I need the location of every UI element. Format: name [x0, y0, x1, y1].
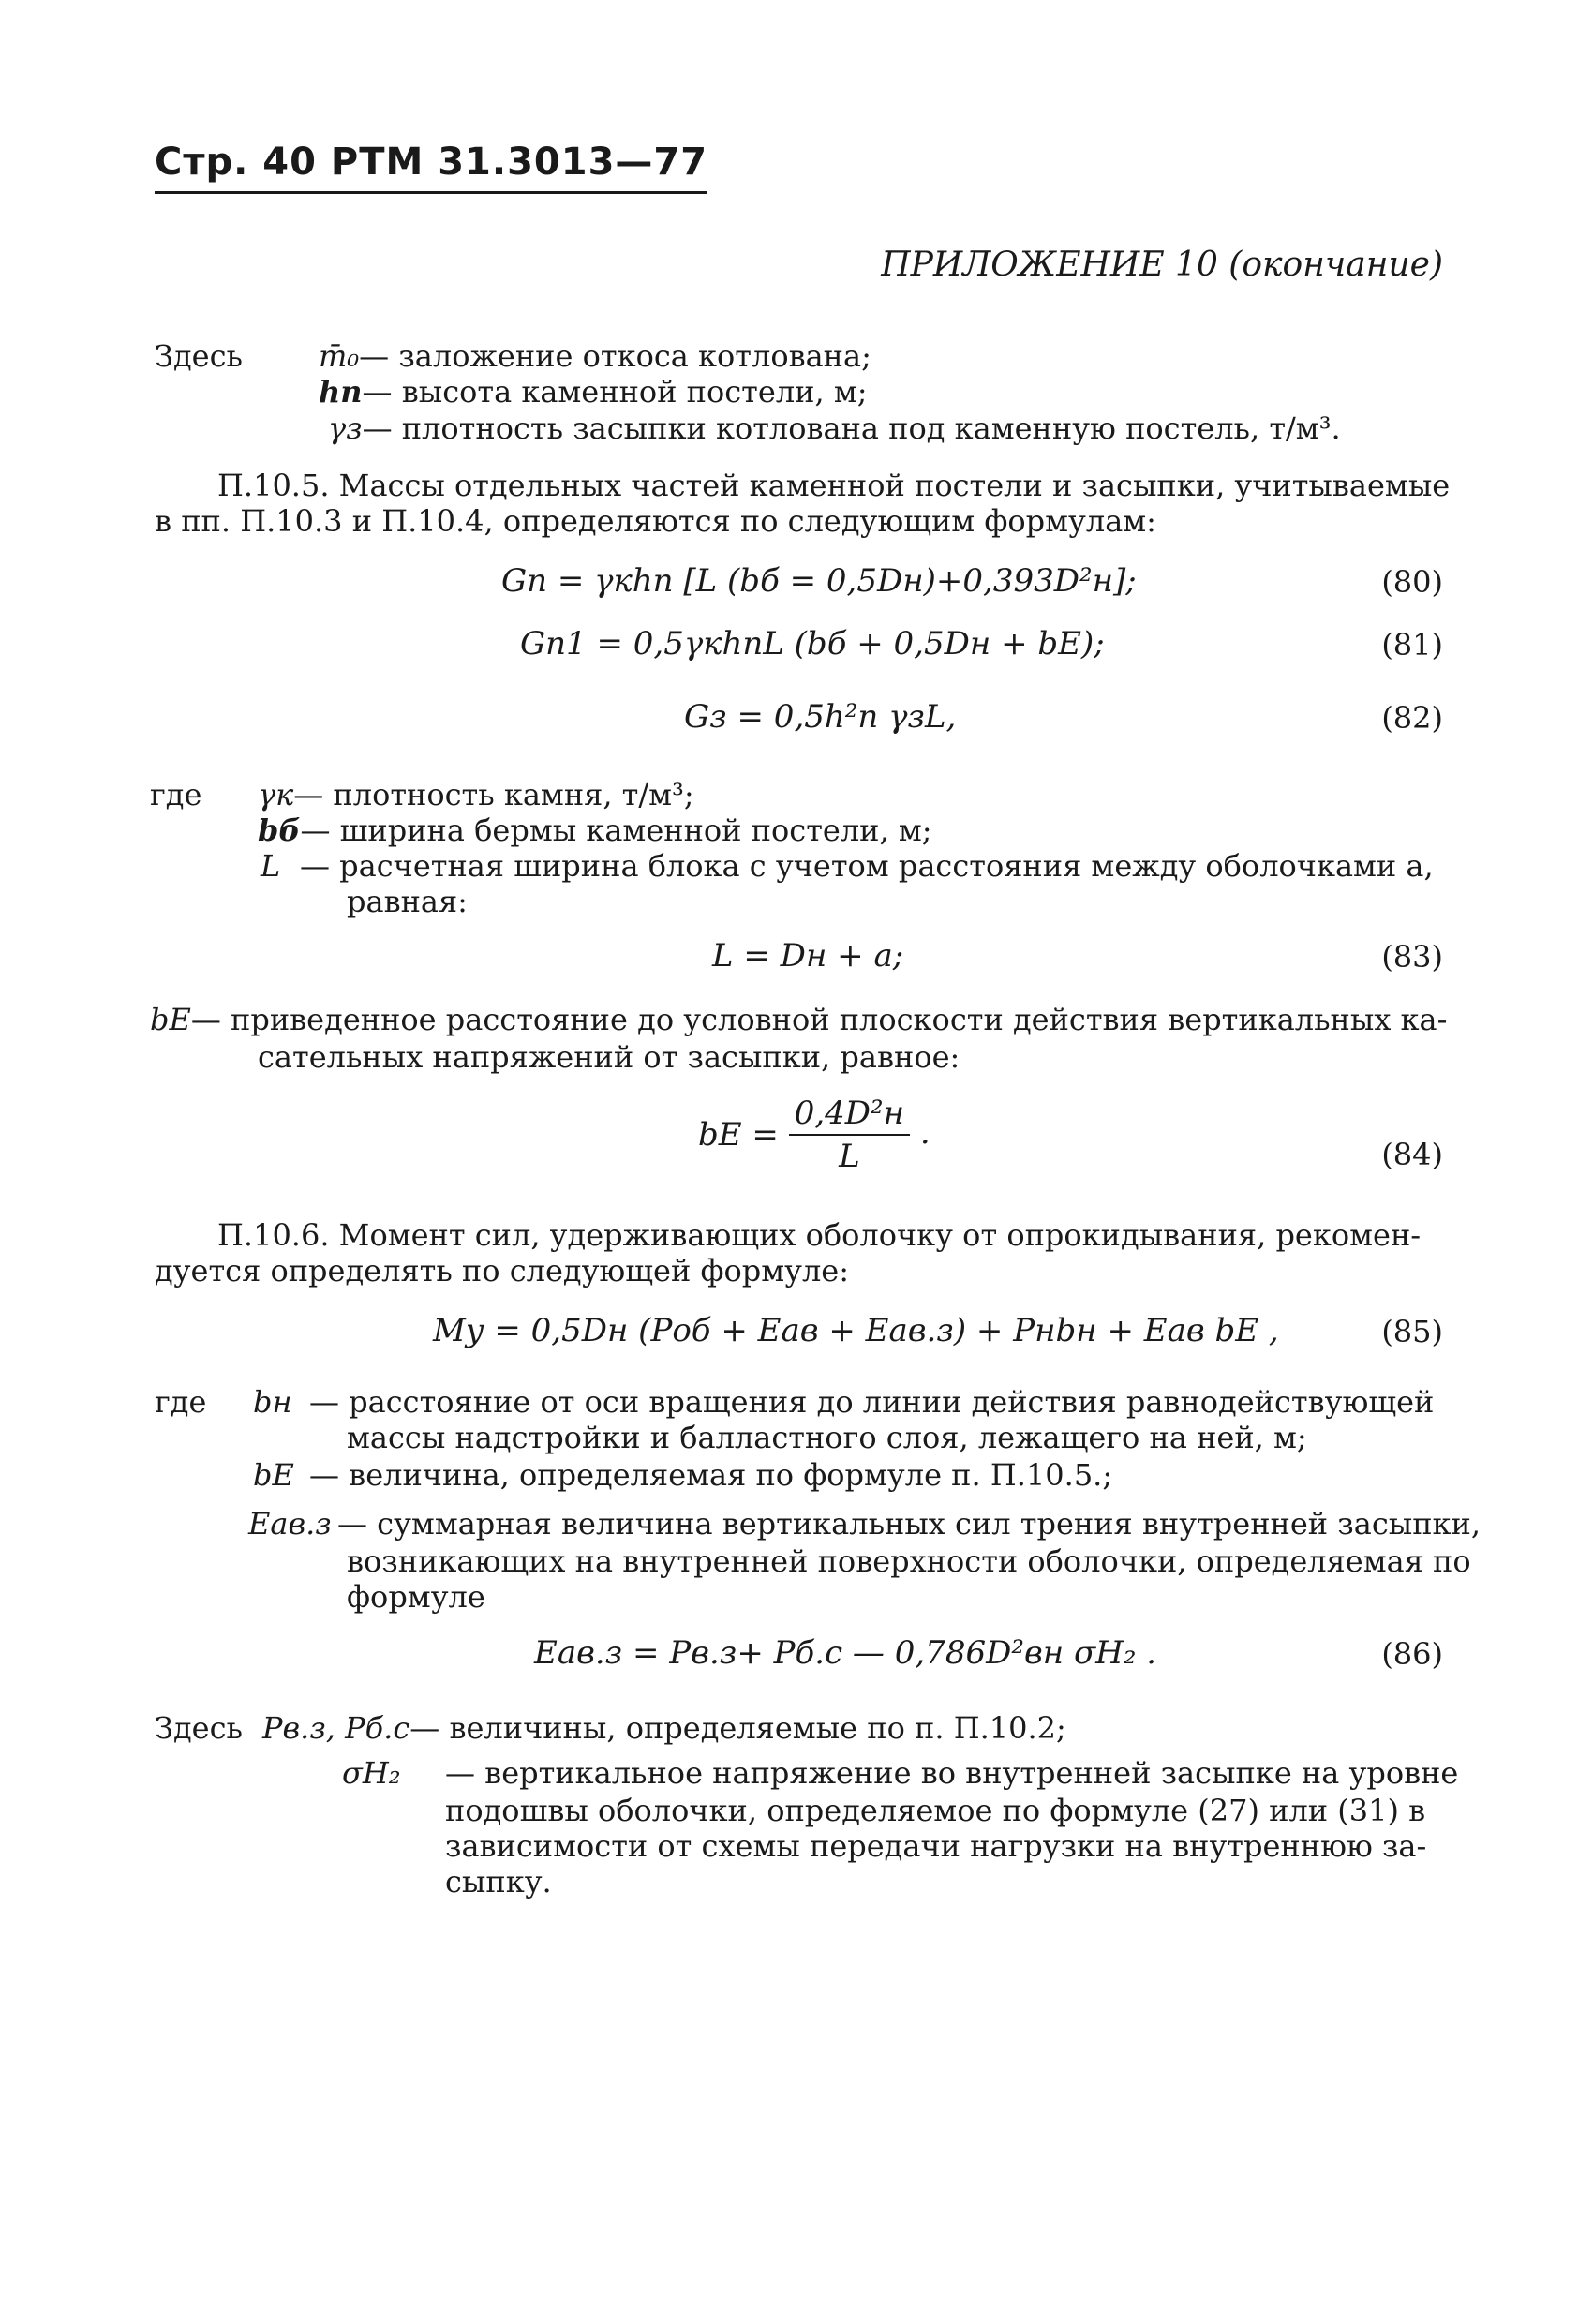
equation-number: (85)	[1381, 1314, 1443, 1349]
legend-item	[253, 1383, 1434, 1421]
paragraph-line: П.10.6. Момент сил, удерживающих оболочку от опрокидывания, рекомен-	[217, 1217, 1422, 1253]
legend-symbol: γз	[328, 410, 363, 446]
legend-symbol: Eав.з	[248, 1506, 332, 1542]
legend-symbol: hп	[319, 374, 363, 410]
legend-text: — ширина бермы каменной постели, м;	[300, 812, 932, 848]
legend-text: — расстояние от оси вращения до линии действия равнодействующей	[309, 1384, 1435, 1420]
legend-text: — высота каменной постели, м;	[362, 374, 868, 410]
definition-text: — приведенное расстояние до условной плоскости действия вертикальных ка-	[190, 1002, 1448, 1037]
legend-item	[248, 1505, 1481, 1542]
equation-number: (82)	[1381, 700, 1443, 736]
equation-83: L = Dн + a;	[712, 937, 904, 975]
equation-number: (84)	[1381, 1137, 1443, 1172]
fraction	[789, 1095, 910, 1175]
legend-continuation: возникающих на внутренней поверхности оболочки, определяемая по	[347, 1543, 1471, 1579]
legend-continuation: сыпку.	[445, 1864, 552, 1899]
legend-item	[319, 337, 871, 375]
page-header: Стр. 40 РТМ 31.3013—77	[155, 141, 707, 194]
equation-80: Gп = γкhп [L (bб = 0,5Dн)+0,393D²н];	[501, 562, 1137, 600]
equation-number: (83)	[1381, 939, 1443, 975]
legend-item	[261, 847, 1434, 885]
legend-lead: где	[150, 777, 202, 812]
legend-item	[262, 1709, 1066, 1747]
equation-81: Gп1 = 0,5γкhпL (bб + 0,5Dн + bE);	[520, 625, 1105, 663]
equation-lhs: bE =	[698, 1116, 779, 1154]
legend-lead: Здесь	[155, 338, 243, 374]
legend-continuation: равная:	[347, 884, 468, 919]
legend-text: — плотность камня, т/м³;	[293, 777, 694, 812]
legend-text: — заложение откоса котлована;	[359, 338, 871, 374]
equation-number: (80)	[1381, 564, 1443, 600]
equation-85: Mу = 0,5Dн (Pоб + Eав + Eав.з) + Pнbн + Eав bE ,	[433, 1312, 1279, 1349]
legend-symbol: bб	[258, 812, 301, 848]
legend-lead: Здесь	[155, 1710, 243, 1746]
equation-86: Eав.з = Pв.з+ Pб.с — 0,786D²вн σH₂ .	[534, 1634, 1157, 1672]
legend-item	[328, 410, 1341, 447]
legend-symbol: m̄₀	[319, 338, 360, 374]
legend-item	[258, 776, 694, 813]
definition-symbol: bE	[150, 1002, 191, 1037]
legend-item	[342, 1754, 1458, 1792]
legend-lead: где	[155, 1384, 207, 1420]
legend-continuation: формуле	[347, 1579, 485, 1615]
legend-symbol: bн	[253, 1384, 292, 1420]
legend-continuation: подошвы оболочки, определяемое по формуле (27) или (31) в	[445, 1793, 1426, 1828]
paragraph-line: П.10.5. Массы отдельных частей каменной постели и засыпки, учитываемые	[217, 468, 1451, 503]
equation-84: bE = $\frac{\text{0,4D²н}}{L}$ .	[698, 1095, 930, 1175]
legend-symbol: L	[261, 848, 281, 884]
legend-text: — расчетная ширина блока с учетом расстояния между оболочками a,	[300, 848, 1434, 884]
legend-continuation: зависимости от схемы передачи нагрузки на внутреннюю за-	[445, 1828, 1427, 1864]
legend-text: — величина, определяемая по формуле п. П.10.5.;	[309, 1457, 1113, 1493]
definition-line	[150, 1001, 1447, 1038]
legend-symbol: γк	[258, 777, 294, 812]
legend-symbol: Pв.з, Pб.с	[262, 1710, 410, 1746]
legend-continuation: массы надстройки и балластного слоя, лежащего на ней, м;	[347, 1420, 1307, 1455]
equation-number: (86)	[1381, 1636, 1443, 1672]
fraction-denominator: L	[839, 1138, 860, 1175]
legend-item	[253, 1456, 1112, 1494]
equation-number: (81)	[1381, 627, 1443, 663]
legend-text: — плотность засыпки котлована под каменную постель, т/м³.	[362, 410, 1341, 446]
fraction-numerator: 0,4D²н	[789, 1095, 910, 1136]
paragraph-line: в пп. П.10.3 и П.10.4, определяются по следующим формулам:	[155, 503, 1156, 539]
legend-symbol: σH₂	[342, 1755, 401, 1791]
paragraph-line: дуется определять по следующей формуле:	[155, 1253, 850, 1289]
equation-82: Gз = 0,5h²п γзL,	[684, 698, 957, 736]
legend-symbol: bE	[253, 1457, 294, 1493]
legend-item	[319, 373, 867, 410]
definition-line: сательных напряжений от засыпки, равное:	[258, 1039, 960, 1075]
legend-text: — суммарная величина вертикальных сил трения внутренней засыпки,	[337, 1506, 1481, 1542]
legend-text: — вертикальное напряжение во внутренней засыпке на уровне	[445, 1755, 1459, 1791]
appendix-title: ПРИЛОЖЕНИЕ 10 (окончание)	[881, 246, 1443, 284]
legend-item	[258, 812, 932, 849]
legend-text: — величины, определяемые по п. П.10.2;	[409, 1710, 1066, 1746]
